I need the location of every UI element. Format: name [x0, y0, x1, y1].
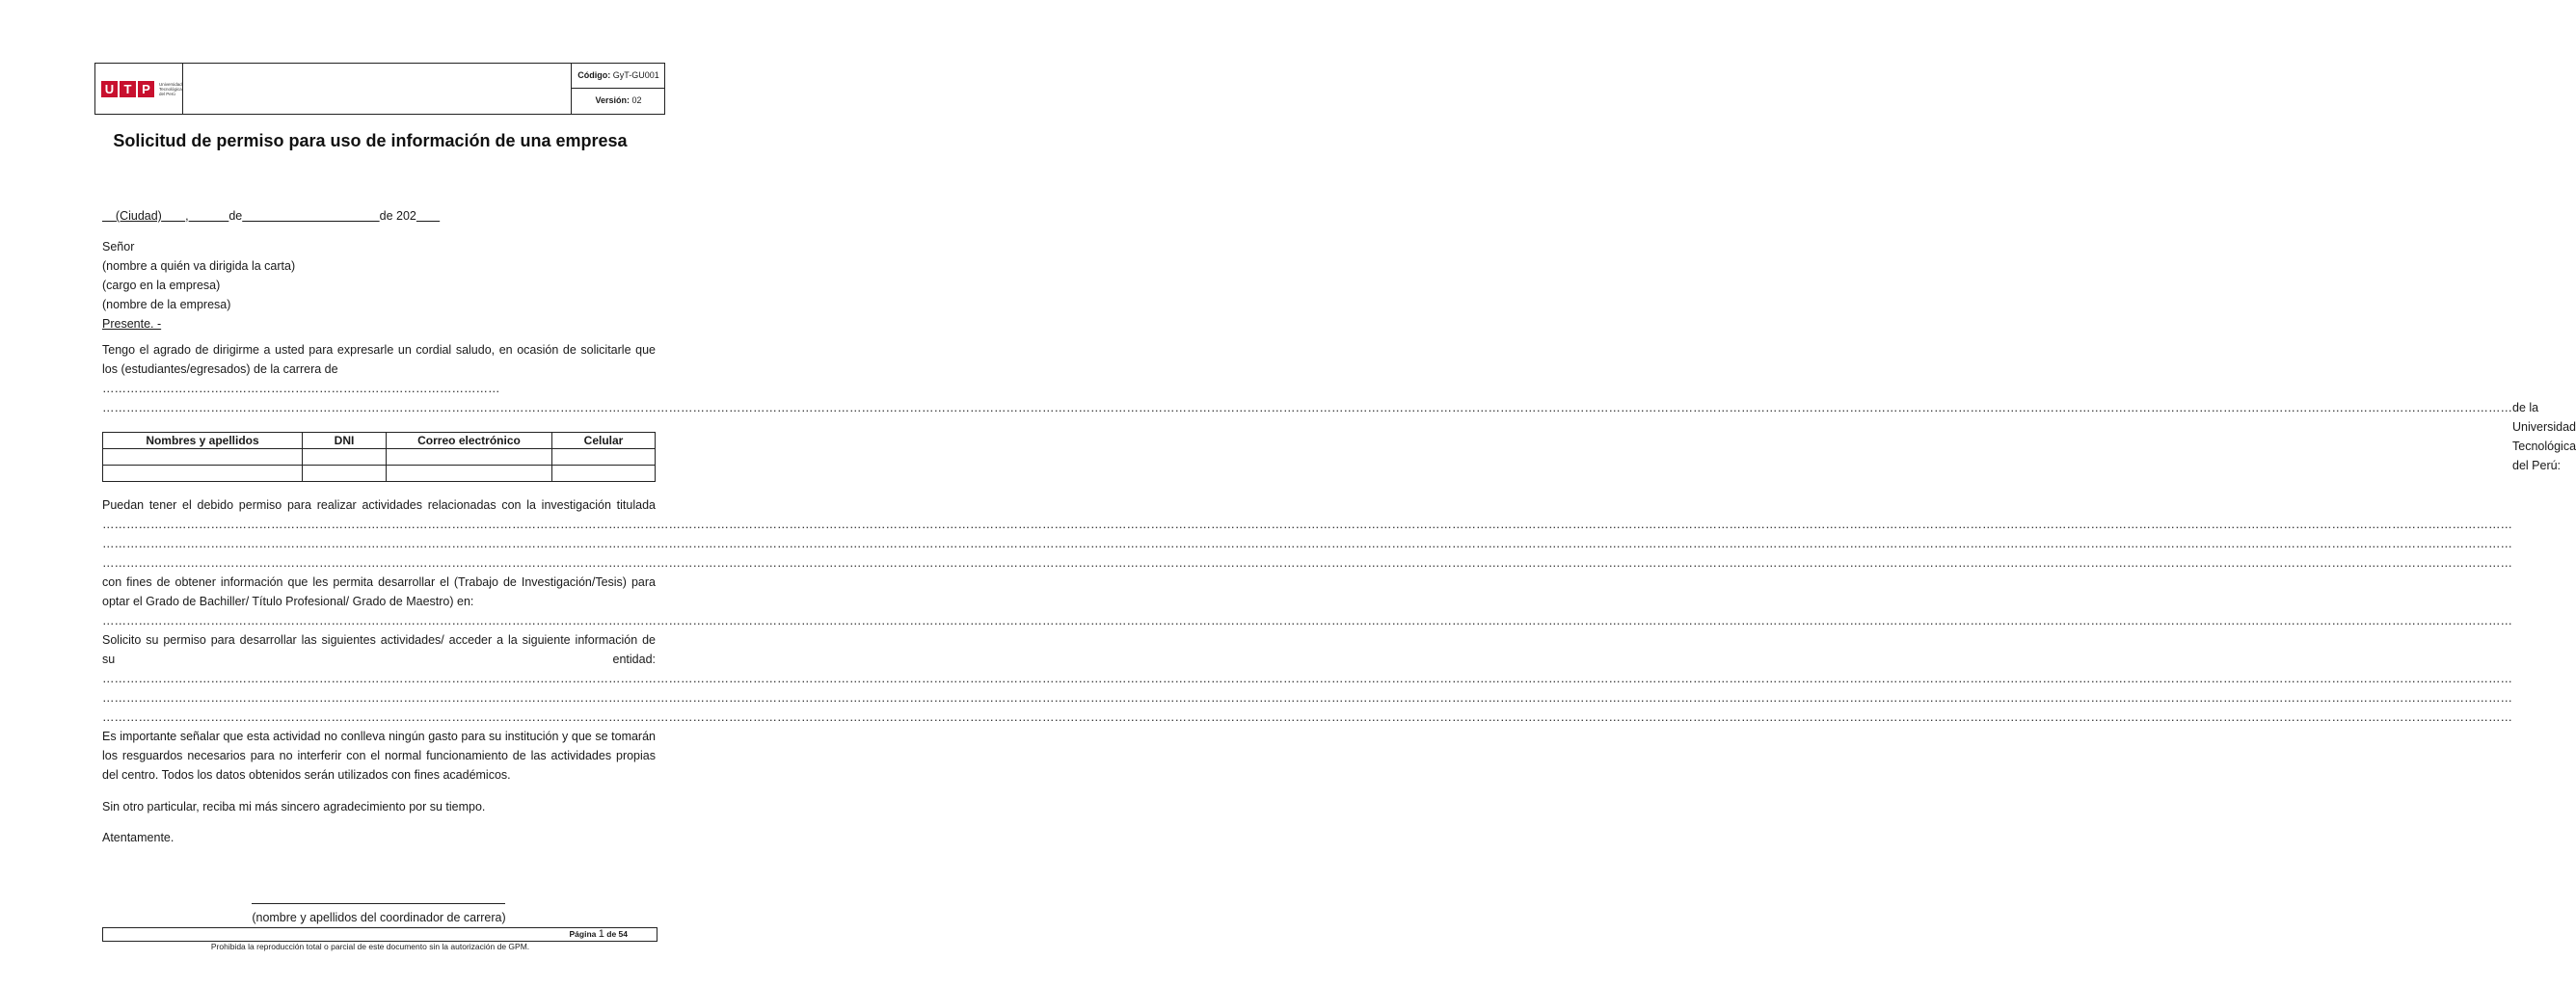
dotted-line: …………………………………………………………………………………………………………………………………………………………………………………………………………………………………………………………………………………………………………………………………………………………………………………………………………………………………………………………………………………………………………………………………………………… — [102, 672, 2512, 685]
students-table — [102, 432, 656, 482]
dotted-line: …………………………………………………………………………………………………………………………………………………………………………………………………………………………………………………………………………………………………………………………………………………………………………………………………………………………………………………………………………………………………………………………………………………… — [102, 537, 2512, 550]
version-row: Versión: 02 — [595, 95, 642, 105]
dotted-line: …………………………………………………………………………………………………………………………………………………………………………………………………………………………………………………………………………………………………………………………………………………………………………………………………………………………………………………………………………………………………………………………………………………… — [102, 518, 2512, 531]
paragraph-activities: Solicito su permiso para desarrollar las siguientes actividades/ acceder a la siguiente información de su entidad: …………………………………………………………………………………………………………………………………………………………………………………………………………………………………………………………………………………………………………………………………………………………………………………………………………………………………………………………………………………………………………………………………………………… …………………………………………………………………………………………………………………………………………………………………………………………………………………………………………………………………………………………………………………………………………………………………………………………………………………………………………………………………………………………………………………………………………………… …………………………………………………………………………………………………………………………………………………………………………………………………………………………………………………………………………………………………………………………………………………………………………………………………………………………………………………………………………………………………………………………………………………… Es importante señalar que esta actividad no conlleva ningún gasto para su institución y que se tomarán los resguardos necesarios para no interferir con el normal funcionamiento de las actividades propias del centro. Todos los datos obtenidos serán utilizados con fines académicos. — [102, 633, 2512, 782]
table-row — [103, 466, 656, 482]
code-cell — [571, 64, 665, 114]
university-line: …………………………………………………………………………………………………………………………………………………………………………………………………………………………………………………………………………………………………………………………………………………………………………………………………………………………………………………………………………………………………………………………………………………… de la Universidad Tecnológica del Perú: — [102, 401, 2576, 472]
dotted-line: …………………………………………………………………………………………………………………………………………………………………………………………………………………………………………………………………………………………………………………………………………………………………………………………………………………………………………………………………………………………………………………………………………………… — [102, 614, 2512, 627]
logo-cell — [95, 64, 183, 114]
dotted-line: ……………………………………………………………………………………… — [102, 382, 500, 395]
copyright-note: Prohibida la reproducción total o parcial de este documento sin la autorización de GPM. — [210, 942, 530, 951]
page-title: Solicitud de permiso para uso de información de una empresa — [113, 131, 628, 150]
document-header — [94, 63, 665, 115]
signature-line — [252, 903, 505, 904]
table-row — [103, 449, 656, 466]
page-number: Página 1 de 54 — [569, 928, 628, 940]
page-footer-box — [102, 927, 657, 942]
date-line: (Ciudad) , de de 202 — [115, 209, 416, 223]
dotted-line: …………………………………………………………………………………………………………………………………………………………………………………………………………………………………………………………………………………………………………………………………………………………………………………………………………………………………………………………………………………………………………………………………………………… — [102, 710, 2512, 724]
recipient-block: Señor (nombre a quién va dirigida la carta) (cargo en la empresa) (nombre de la empresa) Presente. - — [102, 240, 296, 331]
dotted-line: …………………………………………………………………………………………………………………………………………………………………………………………………………………………………………………………………………………………………………………………………………………………………………………………………………………………………………………………………………………………………………………………………………………… — [102, 556, 2512, 570]
paragraph-research: Puedan tener el debido permiso para realizar actividades relacionadas con la investigación titulada …………………………………………………………………………………………………………………………………………………………………………………………………………………………………………………………………………………………………………………………………………………………………………………………………………………………………………………………………………………………………………………………………………………… …………………………………………………………………………………………………………………………………………………………………………………………………………………………………………………………………………………………………………………………………………………………………………………………………………………………………………………………………………………………………………………………………………………… …………………………………………………………………………………………………………………………………………………………………………………………………………………………………………………………………………………………………………………………………………………………………………………………………………………………………………………………………………………………………………………………………………………… con fines de obtener información que les permita desarrollar el (Trabajo de Investigación/Tesis) para optar el Grado de Bachiller/ Título Profesional/ Grado de Maestro) en: — [102, 498, 2512, 608]
signature-caption: (nombre y apellidos del coordinador de carrera) — [252, 911, 506, 924]
closing: Atentamente. — [102, 831, 174, 844]
table-header-row: Nombres y apellidos DNI Correo electrónico Celular — [103, 433, 656, 449]
code-row: Código: GyT-GU001 — [572, 64, 665, 89]
dotted-line: …………………………………………………………………………………………………………………………………………………………………………………………………………………………………………………………………………………………………………………………………………………………………………………………………………………………………………………………………………………………………………………………………………………… — [102, 691, 2512, 705]
utp-logo: U T P Universidad Tecnológica del Perú — [101, 80, 186, 98]
paragraph-intro: Tengo el agrado de dirigirme a usted para expresarle un cordial saludo, en ocasión de solicitarle que los (estudiantes/egresados) de la carrera de — [102, 343, 656, 376]
paragraph-thanks: Sin otro particular, reciba mi más sincero agradecimiento por su tiempo. — [102, 800, 486, 814]
